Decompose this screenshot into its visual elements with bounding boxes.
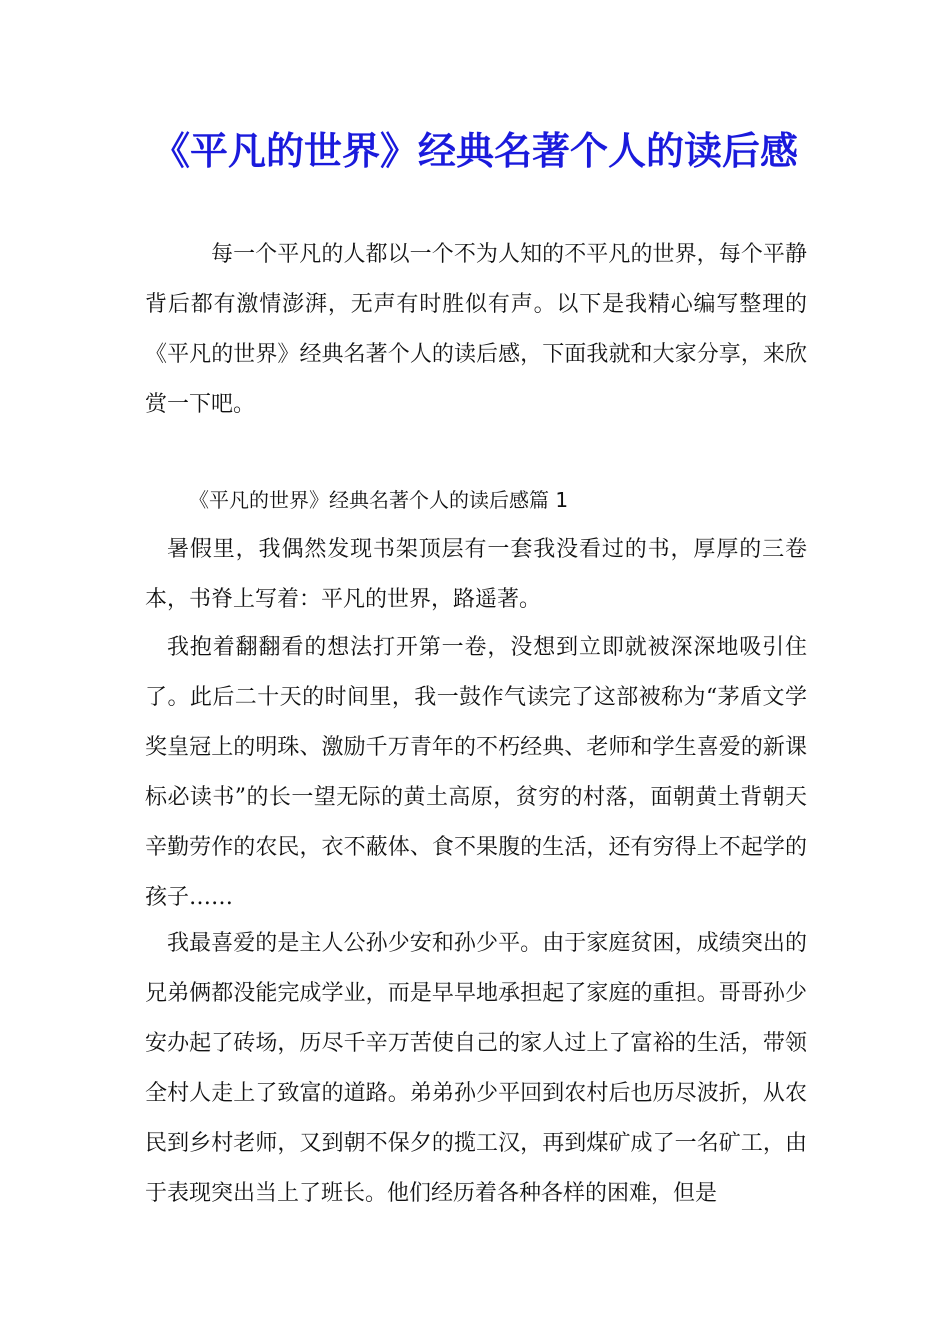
intro-paragraph: 每一个平凡的人都以一个不为人知的不平凡的世界，每个平静背后都有激情澎湃，无声有时胜似有声。以下是我精心编写整理的《平凡的世界》经典名著个人的读后感，下面我就和大家分享，来欣赏一下吧。 (145, 242, 807, 417)
body-paragraph-1: 暑假里，我偶然发现书架顶层有一套我没看过的书，厚厚的三卷本，书脊上写着：平凡的世界，路遥著。 (145, 537, 807, 612)
document-title: 《平凡的世界》经典名著个人的读后感 (151, 129, 798, 173)
body-paragraph-2: 我抱着翻翻看的想法打开第一卷，没想到立即就被深深地吸引住了。此后二十天的时间里，我一鼓作气读完了这部被称为“茅盾文学奖皇冠上的明珠、激励千万青年的不朽经典、老师和学生喜爱的新课标必读书”的长一望无际的黄土高原，贫穷的村落，面朝黄土背朝天辛勤劳作的农民，衣不蔽体、食不果腹的生活，还有穷得上不起学的孩子…… (145, 635, 807, 910)
body-paragraph-3: 我最喜爱的是主人公孙少安和孙少平。由于家庭贫困，成绩突出的兄弟俩都没能完成学业，而是早早地承担起了家庭的重担。哥哥孙少安办起了砖场，历尽千辛万苦使自己的家人过上了富裕的生活，带领全村人走上了致富的道路。弟弟孙少平回到农村后也历尽波折，从农民到乡村老师，又到朝不保夕的揽工汉，再到煤矿成了一名矿工，由于表现突出当上了班长。他们经历着各种各样的困难，但是 (145, 931, 807, 1206)
section-heading: 《平凡的世界》经典名著个人的读后感篇 1 (189, 488, 569, 512)
